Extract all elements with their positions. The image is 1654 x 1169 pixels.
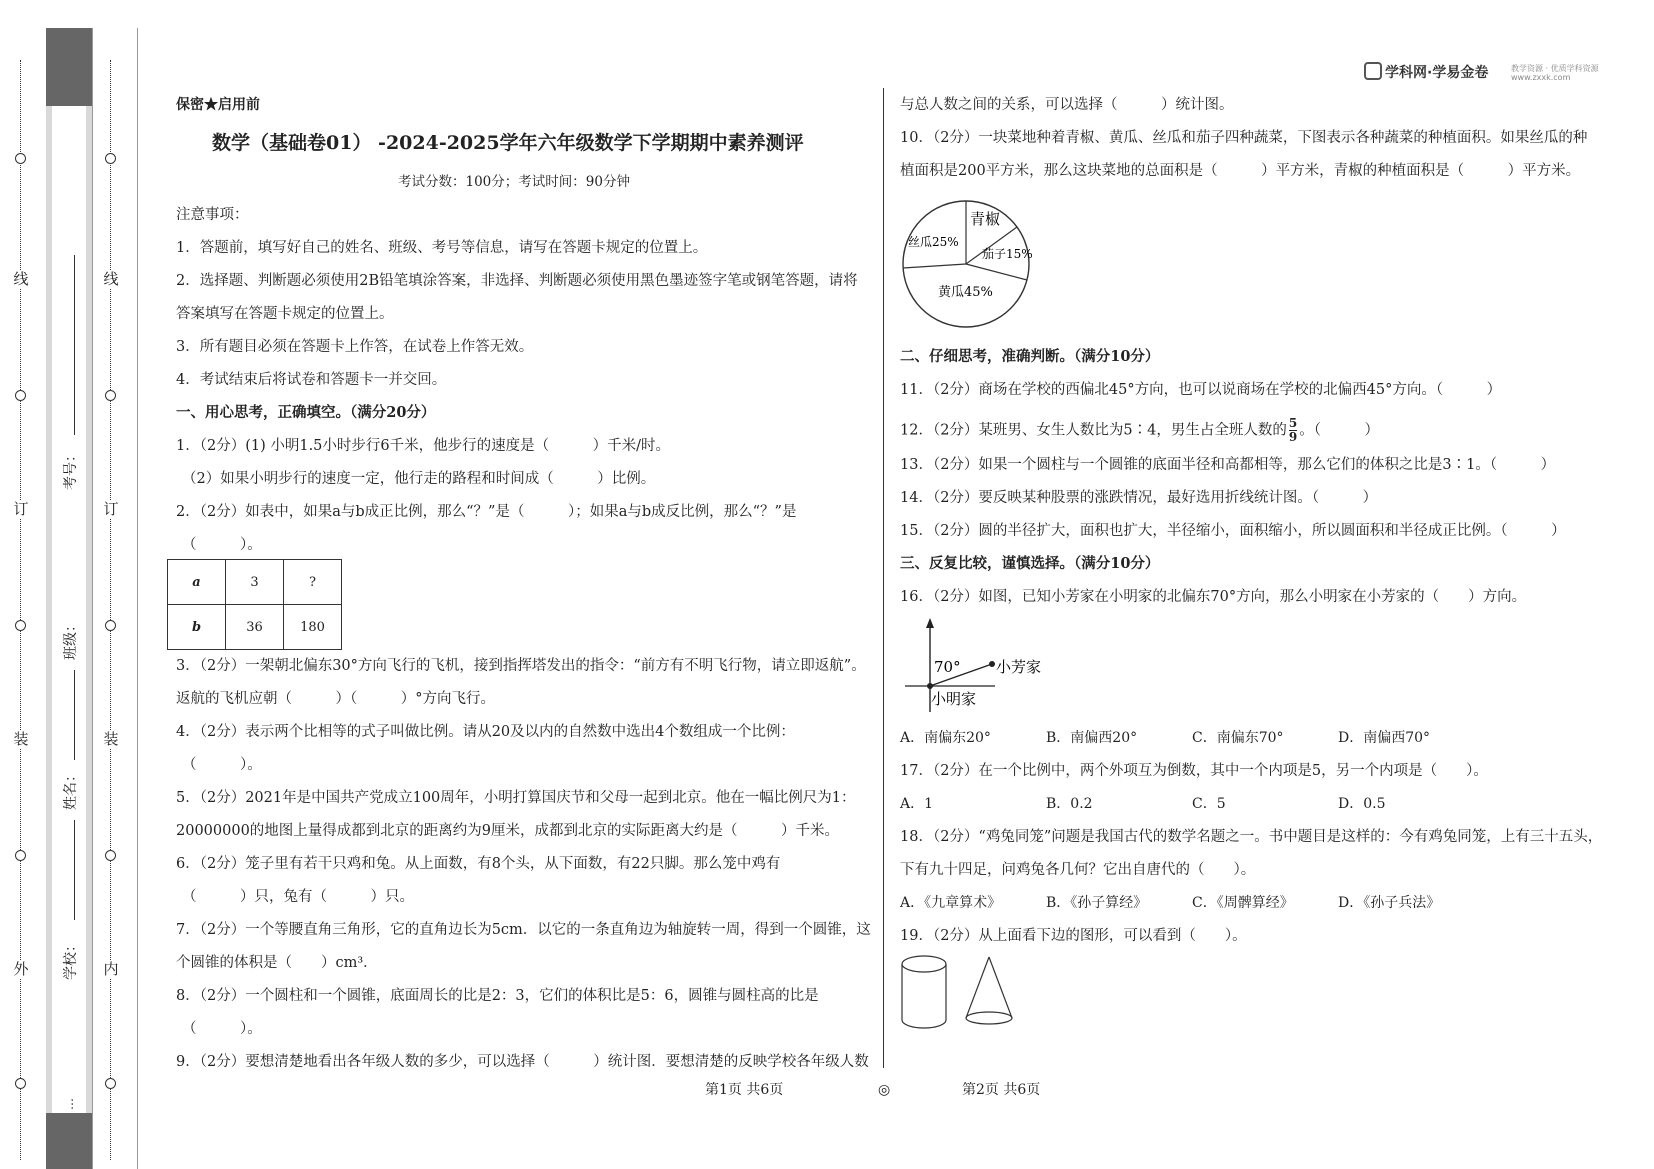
question-line: 5．（2分）2021年是中国共产党成立100周年，小明打算国庆节和父母一起到北京。他在一幅比例尺为1： [176,790,856,806]
fraction-denominator: 9 [1288,430,1298,444]
option: D．0.5 [1338,796,1386,812]
punch-hole [15,153,26,164]
binding-strip-dark-top [46,28,92,106]
binding-char: 线 [13,270,29,288]
question-line: （ ）只，兔有（ ）只。 [182,889,414,905]
question-line: 15．（2分）圆的半径扩大，面积也扩大，半径缩小，面积缩小，所以圆面积和半径成正比例。（ ） [900,523,1566,539]
option: C．南偏东70° [1192,730,1284,746]
cone-side [966,957,989,1018]
column-divider [883,88,884,1068]
option: A．1 [900,796,934,812]
binding-char: 内 [103,960,119,978]
question-line: 14．（2分）要反映某种股票的涨跌情况，最好选用折线统计图。（ ） [900,490,1378,506]
logo-subtitle [1511,64,1599,82]
pie-divider [966,264,1027,280]
solids-figure [900,952,1030,1032]
question-line: 9．（2分）要想清楚地看出各年级人数的多少，可以选择（ ）统计图．要想清楚的反映学校各年级人数 [176,1054,869,1070]
q12-text: 12．（2分）某班男、女生人数比为5∶4，男生占全班人数的 [900,422,1287,439]
binding-strip-outer [0,28,47,1169]
question-line: 13．（2分）如果一个圆柱与一个圆锥的底面半径和高都相等，那么它们的体积之比是3∶1。（ ） [900,457,1556,473]
table-row [168,560,342,605]
table-cell: 36 [226,605,284,650]
center-mark-icon: ◎ [878,1082,891,1098]
question-line: 10．（2分）一块菜地种着青椒、黄瓜、丝瓜和茄子四种蔬菜，下图表示各种蔬菜的种植面积。如果丝瓜的种 [900,130,1588,146]
notice-title: 注意事项： [176,207,249,223]
pie-label-sigua: 丝瓜25% [908,235,959,249]
cone-base [966,1012,1012,1024]
punch-hole [105,620,116,631]
notice-item: 2．选择题、判断题必须使用2B铅笔填涂答案，非选择、判断题必须使用黑色墨迹签字笔或钢笔答题，请将 [176,273,858,289]
question-line: 20000000的地图上量得成都到北京的距离约为9厘米，成都到北京的实际距离大约是（ ）千米。 [176,823,840,839]
pie-chart [900,196,1040,332]
question-line: 19．（2分）从上面看下边的图形，可以看到（ ）。 [900,928,1247,944]
punch-hole [15,390,26,401]
section1-title: 一、用心思考，正确填空。（满分20分） [176,404,436,421]
punch-hole [105,1078,116,1089]
question-line: 6．（2分）笼子里有若干只鸡和兔。从上面数，有8个头，从下面数，有22只脚。那么笼中鸡有 [176,856,781,872]
table-cell: b [168,605,226,650]
binding-char: 订 [13,500,29,518]
target-point [989,661,995,667]
question-line: 4．（2分）表示两个比相等的式子叫做比例。请从20及以内的自然数中选出4个数组成一个比例： [176,724,795,740]
xiaoming-label: 小明家 [931,690,977,708]
page-number-left: 第1页 共6页 [705,1082,784,1098]
pie-label-huanggua: 黄瓜45% [938,285,993,300]
fraction-numerator: 5 [1288,416,1298,430]
binding-char: 订 [103,500,119,518]
option: B．《孙子算经》 [1046,895,1148,911]
field-underline [74,255,75,435]
question-line: 17．（2分）在一个比例中，两个外项互为倒数，其中一个内项是5，另一个内项是（ ）。 [900,763,1488,779]
exam-title: 数学（基础卷01） -2024-2025学年六年级数学下学期期中素养测评 [212,132,804,154]
question-line: 8．（2分）一个圆柱和一个圆锥，底面周长的比是2：3，它们的体积比是5：6，圆锥与圆柱高的比是 [176,988,819,1004]
field-underline [74,670,75,760]
punch-hole [105,390,116,401]
pie-label-qiezi: 茄子15% [982,247,1033,261]
origin-point [927,683,933,689]
q12-tail: 。（ ） [1299,422,1379,439]
question-line: （ ）。 [182,1021,262,1037]
angle-label: 70° [934,658,961,676]
punch-hole [15,1078,26,1089]
logo-sub-2: www.zxxk.com [1511,73,1571,82]
question-line: 返航的飞机应朝（ ）（ ）°方向飞行。 [176,691,495,707]
option: C．《周髀算经》 [1192,895,1294,911]
notice-item: 3．所有题目必须在答题卡上作答，在试卷上作答无效。 [176,339,534,355]
logo-text: 学科网·学易金卷 [1385,65,1489,81]
xiaofang-label: 小芳家 [996,658,1042,676]
exam-info: 考试分数：100分；考试时间：90分钟 [398,174,630,190]
option: B．南偏西20° [1046,730,1138,746]
punch-hole [15,620,26,631]
field-label-name: 姓名： [63,768,79,810]
question-line: 个圆锥的体积是（ ）cm³． [176,955,378,971]
punch-hole [15,850,26,861]
table-row [168,605,342,650]
section3-title: 三、反复比较，谨慎选择。（满分10分） [900,555,1160,572]
option: A．南偏东20° [900,730,991,746]
cone-side [989,957,1012,1018]
field-label-class: 班级： [63,618,79,660]
field-label-school: 学校： [63,938,79,980]
punch-hole [105,850,116,861]
question-line: 2．（2分）如表中，如果a与b成正比例，那么“？”是（ ）；如果a与b成反比例，那么“？”是 [176,504,797,520]
binding-strip-inner [92,28,138,1169]
question-line [900,417,1379,444]
table-cell: a [168,560,226,605]
question-line: 1．（2分）(1) 小明1.5小时步行6千米，他步行的速度是（ ）千米/时。 [176,438,671,454]
question-line: （ ）。 [182,537,262,553]
inner-cut-line [110,60,111,1160]
option: B．0.2 [1046,796,1093,812]
option: D．南偏西70° [1338,730,1431,746]
q12-fraction [1289,417,1297,444]
binding-dots: … [62,1098,76,1110]
cylinder-top [902,956,946,972]
question-line: 11．（2分）商场在学校的西偏北45°方向，也可以说商场在学校的北偏西45°方向。（ ） [900,382,1502,398]
page-number-right: 第2页 共6页 [962,1082,1041,1098]
pie-label-qingjiao: 青椒 [970,210,1001,228]
question-line: （ ）。 [182,757,262,773]
table-cell: ? [284,560,342,605]
compass-diagram [900,615,1070,715]
ab-table [167,559,342,650]
question-line: 3．（2分）一架朝北偏东30°方向飞行的飞机，接到指挥塔发出的指令：“前方有不明飞行物，请立即返航”。 [176,658,866,674]
notice-item: 4．考试结束后将试卷和答题卡一并交回。 [176,372,447,388]
question-line: 7．（2分）一个等腰直角三角形，它的直角边长为5cm．以它的一条直角边为轴旋转一周，得到一个圆锥，这 [176,922,871,938]
binding-strip-dark-bottom [46,1113,92,1169]
logo-icon [1364,62,1382,80]
option: A．《九章算术》 [900,895,1002,911]
cylinder-bottom [902,1020,946,1028]
option: C．5 [1192,796,1226,812]
notice-item: 答案填写在答题卡规定的位置上。 [176,306,394,322]
north-arrow-icon [926,618,934,628]
question-line: 下有九十四足，问鸡兔各几何？它出自唐代的（ ）。 [900,862,1256,878]
question-line: （2）如果小明步行的速度一定，他行走的路程和时间成（ ）比例。 [182,471,656,487]
question-line: 与总人数之间的关系，可以选择（ ）统计图。 [900,97,1234,113]
outer-cut-line [20,60,21,1160]
site-logo [1364,62,1488,82]
binding-char: 外 [13,960,29,978]
question-line: 18．（2分）“鸡兔同笼”问题是我国古代的数学名题之一。书中题目是这样的：今有鸡兔同笼，上有三十五头， [900,829,1603,845]
table-cell: 3 [226,560,284,605]
section2-title: 二、仔细思考，准确判断。（满分10分） [900,348,1160,365]
binding-char: 装 [13,730,29,748]
binding-char: 线 [103,270,119,288]
pie-divider [903,264,966,268]
notice-item: 1．答题前，填写好自己的姓名、班级、考号等信息，请写在答题卡规定的位置上。 [176,240,708,256]
question-line: 16．（2分）如图，已知小芳家在小明家的北偏东70°方向，那么小明家在小芳家的（ ）方向。 [900,589,1527,605]
binding-char: 装 [103,730,119,748]
secret-mark: 保密★启用前 [176,97,260,113]
field-label-exam-number: 考号： [63,448,79,490]
punch-hole [105,153,116,164]
table-cell: 180 [284,605,342,650]
option: D．《孙子兵法》 [1338,895,1441,911]
question-line: 植面积是200平方米，那么这块菜地的总面积是（ ）平方米，青椒的种植面积是（ ）平方米。 [900,163,1581,179]
logo-sub-1: 教学资源 · 优质学科资源 [1511,64,1599,73]
field-underline [74,820,75,920]
